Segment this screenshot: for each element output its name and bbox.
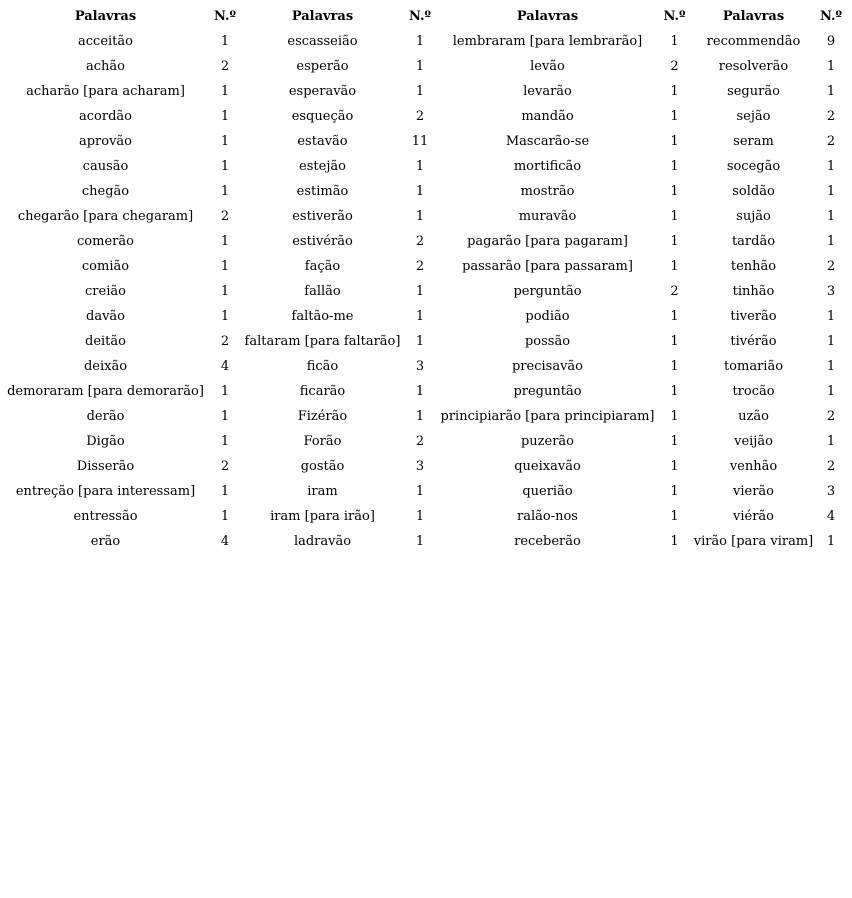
table-row xyxy=(3,179,846,204)
count-cell: 1 xyxy=(670,234,679,249)
count-cell: 3 xyxy=(826,484,836,499)
word-cell: tivérão xyxy=(730,334,777,349)
word-cell: comerão xyxy=(77,234,134,249)
word-cell: aprovão xyxy=(78,134,133,149)
count-cell: 1 xyxy=(826,309,836,324)
count-cell: 1 xyxy=(415,159,425,174)
count-cell: 3 xyxy=(826,284,836,299)
word-cell: Fizérão xyxy=(297,409,348,424)
word-cell: entreção [para interessam] xyxy=(15,484,196,499)
word-cell: mandão xyxy=(521,109,574,124)
word-cell: queixavão xyxy=(514,459,581,474)
count-cell: 1 xyxy=(220,159,230,174)
count-cell: 1 xyxy=(415,534,425,549)
count-cell: 2 xyxy=(670,59,679,74)
count-cell: 1 xyxy=(670,359,679,374)
count-cell: 1 xyxy=(415,309,425,324)
word-cell: tardão xyxy=(731,234,776,249)
count-cell: 1 xyxy=(670,409,679,424)
word-cell: puzerão xyxy=(520,434,575,449)
table-row xyxy=(3,354,846,379)
word-cell: iram [para irão] xyxy=(270,509,375,524)
table-row xyxy=(3,129,846,154)
count-cell: 1 xyxy=(670,134,679,149)
table-row xyxy=(3,529,846,554)
count-cell: 1 xyxy=(670,34,679,49)
word-cell: soldão xyxy=(732,184,775,199)
word-cell: tenhão xyxy=(730,259,777,274)
word-cell: comião xyxy=(81,259,130,274)
word-cell: escasseião xyxy=(287,34,358,49)
count-cell: 1 xyxy=(670,309,679,324)
word-cell: iram xyxy=(307,484,338,499)
count-cell: 9 xyxy=(826,34,836,49)
word-cell: muravão xyxy=(518,209,577,224)
table-row xyxy=(3,479,846,504)
count-cell: 1 xyxy=(220,409,230,424)
count-cell: 1 xyxy=(415,509,425,524)
word-cell: uzão xyxy=(738,409,769,424)
word-cell: Forão xyxy=(303,434,342,449)
count-cell: 1 xyxy=(826,534,836,549)
word-cell: mostrão xyxy=(520,184,575,199)
word-cell: derão xyxy=(86,409,125,424)
word-cell: ficarão xyxy=(299,384,346,399)
count-cell: 1 xyxy=(826,184,836,199)
count-cell: 1 xyxy=(415,84,425,99)
word-cell: trocão xyxy=(732,384,775,399)
count-cell: 1 xyxy=(826,434,836,449)
word-cell: venhão xyxy=(729,459,778,474)
word-cell: mortificão xyxy=(513,159,582,174)
word-cell: recommendão xyxy=(706,34,801,49)
table-row xyxy=(3,54,846,79)
word-cell: esqueção xyxy=(291,109,354,124)
column-header-numero-2: N.º xyxy=(408,9,432,24)
table-row xyxy=(3,454,846,479)
count-cell: 1 xyxy=(220,109,230,124)
count-cell: 1 xyxy=(220,84,230,99)
word-cell: demoraram [para demorarão] xyxy=(7,384,204,399)
word-cell: veijão xyxy=(734,434,773,449)
word-cell: fação xyxy=(304,259,341,274)
word-cell: ralão-nos xyxy=(517,509,578,524)
word-cell: acharão [para acharam] xyxy=(26,84,185,99)
table-row xyxy=(3,204,846,229)
count-cell: 2 xyxy=(415,434,425,449)
word-cell: entressão xyxy=(73,509,138,524)
count-cell: 2 xyxy=(415,234,425,249)
count-cell: 2 xyxy=(415,109,425,124)
count-cell: 1 xyxy=(220,309,230,324)
table-header xyxy=(3,5,846,29)
table-row xyxy=(3,504,846,529)
count-cell: 2 xyxy=(826,459,836,474)
count-cell: 1 xyxy=(415,384,425,399)
word-cell: estivérão xyxy=(292,234,353,249)
word-cell: possão xyxy=(524,334,571,349)
word-cell: vierão xyxy=(733,484,774,499)
word-cell: acordão xyxy=(79,109,132,124)
count-cell: 1 xyxy=(670,84,679,99)
word-cell: levão xyxy=(530,59,565,74)
count-cell: 2 xyxy=(220,334,230,349)
word-cell: lembraram [para lembrarão] xyxy=(452,34,643,49)
count-cell: 1 xyxy=(670,384,679,399)
count-cell: 1 xyxy=(220,484,230,499)
word-cell: acceitão xyxy=(78,34,133,49)
count-cell: 1 xyxy=(826,359,836,374)
count-cell: 1 xyxy=(670,484,679,499)
count-cell: 1 xyxy=(826,334,836,349)
count-cell: 1 xyxy=(670,259,679,274)
count-cell: 1 xyxy=(826,234,836,249)
word-cell: erão xyxy=(90,534,121,549)
word-frequency-table xyxy=(3,5,846,554)
count-cell: 2 xyxy=(826,259,836,274)
count-cell: 1 xyxy=(415,59,425,74)
count-cell: 1 xyxy=(670,509,679,524)
count-cell: 2 xyxy=(415,259,425,274)
count-cell: 1 xyxy=(220,134,230,149)
count-cell: 2 xyxy=(826,109,836,124)
count-cell: 1 xyxy=(220,259,230,274)
count-cell: 1 xyxy=(220,234,230,249)
count-cell: 2 xyxy=(670,284,679,299)
table-row xyxy=(3,229,846,254)
word-cell: estimão xyxy=(296,184,349,199)
table-row xyxy=(3,404,846,429)
count-cell: 2 xyxy=(220,459,230,474)
count-cell: 1 xyxy=(220,434,230,449)
column-header-palavras-3: Palavras xyxy=(516,9,579,24)
count-cell: 1 xyxy=(826,159,836,174)
word-cell: estejão xyxy=(299,159,346,174)
count-cell: 4 xyxy=(220,534,230,549)
header-row xyxy=(3,5,846,29)
table-row xyxy=(3,279,846,304)
word-cell: Mascarão-se xyxy=(505,134,590,149)
count-cell: 2 xyxy=(826,134,836,149)
word-cell: receberão xyxy=(514,534,581,549)
word-cell: gostão xyxy=(300,459,345,474)
word-cell: viérão xyxy=(733,509,774,524)
count-cell: 1 xyxy=(415,184,425,199)
word-cell: chegarão [para chegaram] xyxy=(17,209,194,224)
table-row xyxy=(3,329,846,354)
word-cell: precisavão xyxy=(511,359,583,374)
count-cell: 1 xyxy=(670,334,679,349)
count-cell: 1 xyxy=(670,209,679,224)
word-cell: ladravão xyxy=(293,534,352,549)
table-row xyxy=(3,304,846,329)
word-cell: faltão-me xyxy=(291,309,354,324)
count-cell: 3 xyxy=(415,359,425,374)
count-cell: 2 xyxy=(220,59,230,74)
column-header-palavras-4: Palavras xyxy=(722,9,785,24)
count-cell: 1 xyxy=(415,284,425,299)
count-cell: 1 xyxy=(415,484,425,499)
word-cell: Digão xyxy=(86,434,125,449)
count-cell: 1 xyxy=(670,184,679,199)
word-cell: Disserão xyxy=(76,459,135,474)
count-cell: 1 xyxy=(415,209,425,224)
word-cell: causão xyxy=(82,159,129,174)
column-header-palavras-1: Palavras xyxy=(74,9,137,24)
word-cell: passarão [para passaram] xyxy=(462,259,633,274)
count-cell: 1 xyxy=(826,59,836,74)
word-cell: deitão xyxy=(85,334,126,349)
count-cell: 1 xyxy=(826,84,836,99)
count-cell: 1 xyxy=(670,159,679,174)
word-cell: esperavão xyxy=(288,84,357,99)
table-body xyxy=(3,29,846,554)
count-cell: 1 xyxy=(220,384,230,399)
word-cell: perguntão xyxy=(513,284,582,299)
count-cell: 4 xyxy=(826,509,836,524)
word-cell: segurão xyxy=(727,84,780,99)
count-cell: 1 xyxy=(670,459,679,474)
count-cell: 4 xyxy=(220,359,230,374)
word-cell: chegão xyxy=(81,184,130,199)
word-cell: preguntão xyxy=(513,384,582,399)
word-cell: faltaram [para faltarão] xyxy=(244,334,401,349)
word-cell: levarão xyxy=(523,84,572,99)
word-cell: estiverão xyxy=(292,209,353,224)
word-cell: creião xyxy=(85,284,126,299)
word-cell: tinhão xyxy=(732,284,775,299)
count-cell: 3 xyxy=(415,459,425,474)
count-cell: 1 xyxy=(670,534,679,549)
word-cell: podião xyxy=(525,309,570,324)
table-row xyxy=(3,154,846,179)
count-cell: 1 xyxy=(670,109,679,124)
count-cell: 11 xyxy=(411,134,429,149)
word-cell: tiverão xyxy=(730,309,777,324)
word-cell: fallão xyxy=(304,284,341,299)
count-cell: 1 xyxy=(220,509,230,524)
word-cell: pagarão [para pagaram] xyxy=(467,234,628,249)
column-header-palavras-2: Palavras xyxy=(291,9,354,24)
word-cell: davão xyxy=(86,309,125,324)
word-cell: deixão xyxy=(83,359,128,374)
count-cell: 1 xyxy=(220,184,230,199)
count-cell: 1 xyxy=(415,34,425,49)
column-header-numero-3: N.º xyxy=(663,9,686,24)
word-cell: esperão xyxy=(296,59,349,74)
word-cell: sejão xyxy=(736,109,771,124)
count-cell: 1 xyxy=(826,384,836,399)
table-row xyxy=(3,29,846,54)
table-row xyxy=(3,104,846,129)
column-header-numero-4: N.º xyxy=(819,9,843,24)
count-cell: 1 xyxy=(415,409,425,424)
count-cell: 1 xyxy=(220,34,230,49)
table-row xyxy=(3,429,846,454)
word-cell: querião xyxy=(522,484,573,499)
word-cell: socegão xyxy=(726,159,781,174)
word-cell: seram xyxy=(733,134,774,149)
word-cell: tomarião xyxy=(723,359,784,374)
count-cell: 2 xyxy=(826,409,836,424)
count-cell: 1 xyxy=(826,209,836,224)
word-cell: resolverão xyxy=(718,59,789,74)
count-cell: 1 xyxy=(415,334,425,349)
count-cell: 2 xyxy=(220,209,230,224)
table-row xyxy=(3,79,846,104)
word-cell: ficão xyxy=(306,359,339,374)
word-cell: virão [para viram] xyxy=(693,534,814,549)
word-cell: estavão xyxy=(297,134,348,149)
word-cell: sujão xyxy=(736,209,771,224)
table-row xyxy=(3,254,846,279)
count-cell: 1 xyxy=(220,284,230,299)
table-row xyxy=(3,379,846,404)
count-cell: 1 xyxy=(670,434,679,449)
word-cell: achão xyxy=(86,59,125,74)
word-cell: principiarão [para principiaram] xyxy=(440,409,655,424)
column-header-numero-1: N.º xyxy=(213,9,237,24)
